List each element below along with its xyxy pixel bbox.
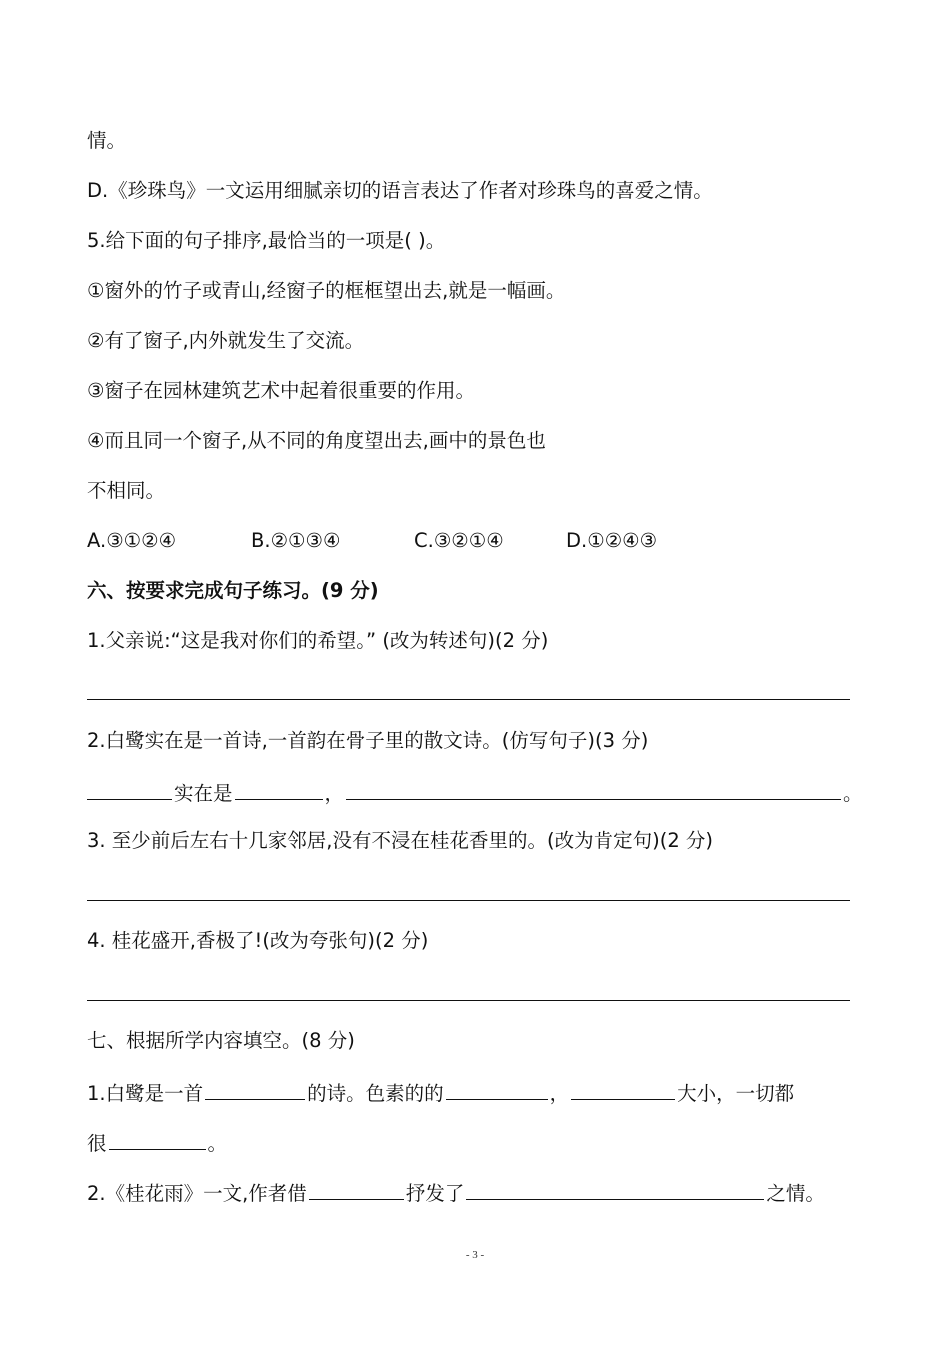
sec7-q2-blank-2[interactable] — [466, 1177, 764, 1200]
q5-sentence-4b: 不相同。 — [87, 479, 166, 502]
q5-sentence-3: ③窗子在园林建筑艺术中起着很重要的作用。 — [87, 379, 475, 402]
section-7-title: 七、根据所学内容填空。(8 分) — [87, 1029, 355, 1052]
q5-sentence-2: ②有了窗子,内外就发生了交流。 — [87, 329, 365, 352]
sec6-q4: 4. 桂花盛开,香极了!(改为夸张句)(2 分) — [87, 929, 429, 952]
sec6-q2-comma: ， — [324, 782, 345, 805]
sec7-q1-blank-2[interactable] — [446, 1077, 548, 1100]
sec7-q1-line-1 — [87, 1077, 794, 1108]
sec7-q2 — [87, 1177, 825, 1208]
section-6-title: 六、按要求完成句子练习。(9 分) — [87, 579, 379, 602]
q5-sentence-4a: ④而且同一个窗子,从不同的角度望出去,画中的景色也 — [87, 429, 546, 452]
sec7-q1-text-e: 很 — [87, 1132, 107, 1155]
sec7-q1-line-2 — [87, 1127, 227, 1158]
sec7-q1-text-a: 1.白鹭是一首 — [87, 1082, 204, 1105]
sec7-q1-text-b: 的诗。色素的的 — [307, 1082, 444, 1105]
page-number: - 3 - — [465, 1249, 485, 1261]
q5-option-b: B.②①③④ — [251, 529, 341, 552]
sec6-q2-blank-3[interactable] — [346, 777, 841, 800]
sec7-q1-comma: ， — [549, 1082, 570, 1105]
q5-sentence-1: ①窗外的竹子或青山,经窗子的框框望出去,就是一幅画。 — [87, 279, 566, 302]
q4-tail-text: 情。 — [87, 129, 127, 152]
sec7-q2-text-b: 抒发了 — [405, 1182, 465, 1205]
sec7-q2-text-c: 之情。 — [766, 1182, 825, 1205]
q5-stem: 5.给下面的句子排序,最恰当的一项是( )。 — [87, 229, 446, 252]
sec7-q2-blank-1[interactable] — [309, 1177, 404, 1200]
sec7-q1-text-d: 大小，一切都 — [677, 1082, 795, 1105]
q5-option-a: A.③①②④ — [87, 529, 177, 552]
sec7-q2-text-a: 2.《桂花雨》一文,作者借 — [87, 1182, 307, 1205]
q5-options — [87, 527, 657, 555]
sec6-q2-mid-text: 实在是 — [174, 782, 233, 805]
sec6-q4-answer-line[interactable] — [87, 1000, 850, 1001]
q4-option-d: D.《珍珠鸟》一文运用细腻亲切的语言表达了作者对珍珠鸟的喜爱之情。 — [87, 179, 713, 202]
sec6-q1-answer-line[interactable] — [87, 699, 850, 700]
sec7-q1-blank-4[interactable] — [109, 1127, 206, 1150]
sec6-q3: 3. 至少前后左右十几家邻居,没有不浸在桂花香里的。(改为肯定句)(2 分) — [87, 829, 714, 852]
sec6-q2: 2.白鹭实在是一首诗,一首韵在骨子里的散文诗。(仿写句子)(3 分) — [87, 729, 649, 752]
sec6-q1: 1.父亲说:“这是我对你们的希望。” (改为转述句)(2 分) — [87, 629, 549, 652]
sec6-q2-period: 。 — [843, 782, 863, 805]
sec6-q3-answer-line[interactable] — [87, 900, 850, 901]
sec7-q1-blank-3[interactable] — [571, 1077, 675, 1100]
sec6-q2-blank-1[interactable] — [87, 777, 172, 800]
sec7-q1-period: 。 — [207, 1132, 228, 1155]
sec6-q2-blank-2[interactable] — [235, 777, 323, 800]
sec6-q2-template — [87, 777, 863, 808]
q5-option-d: D.①②④③ — [566, 529, 658, 552]
q5-option-c: C.③②①④ — [414, 529, 504, 552]
sec7-q1-blank-1[interactable] — [205, 1077, 305, 1100]
